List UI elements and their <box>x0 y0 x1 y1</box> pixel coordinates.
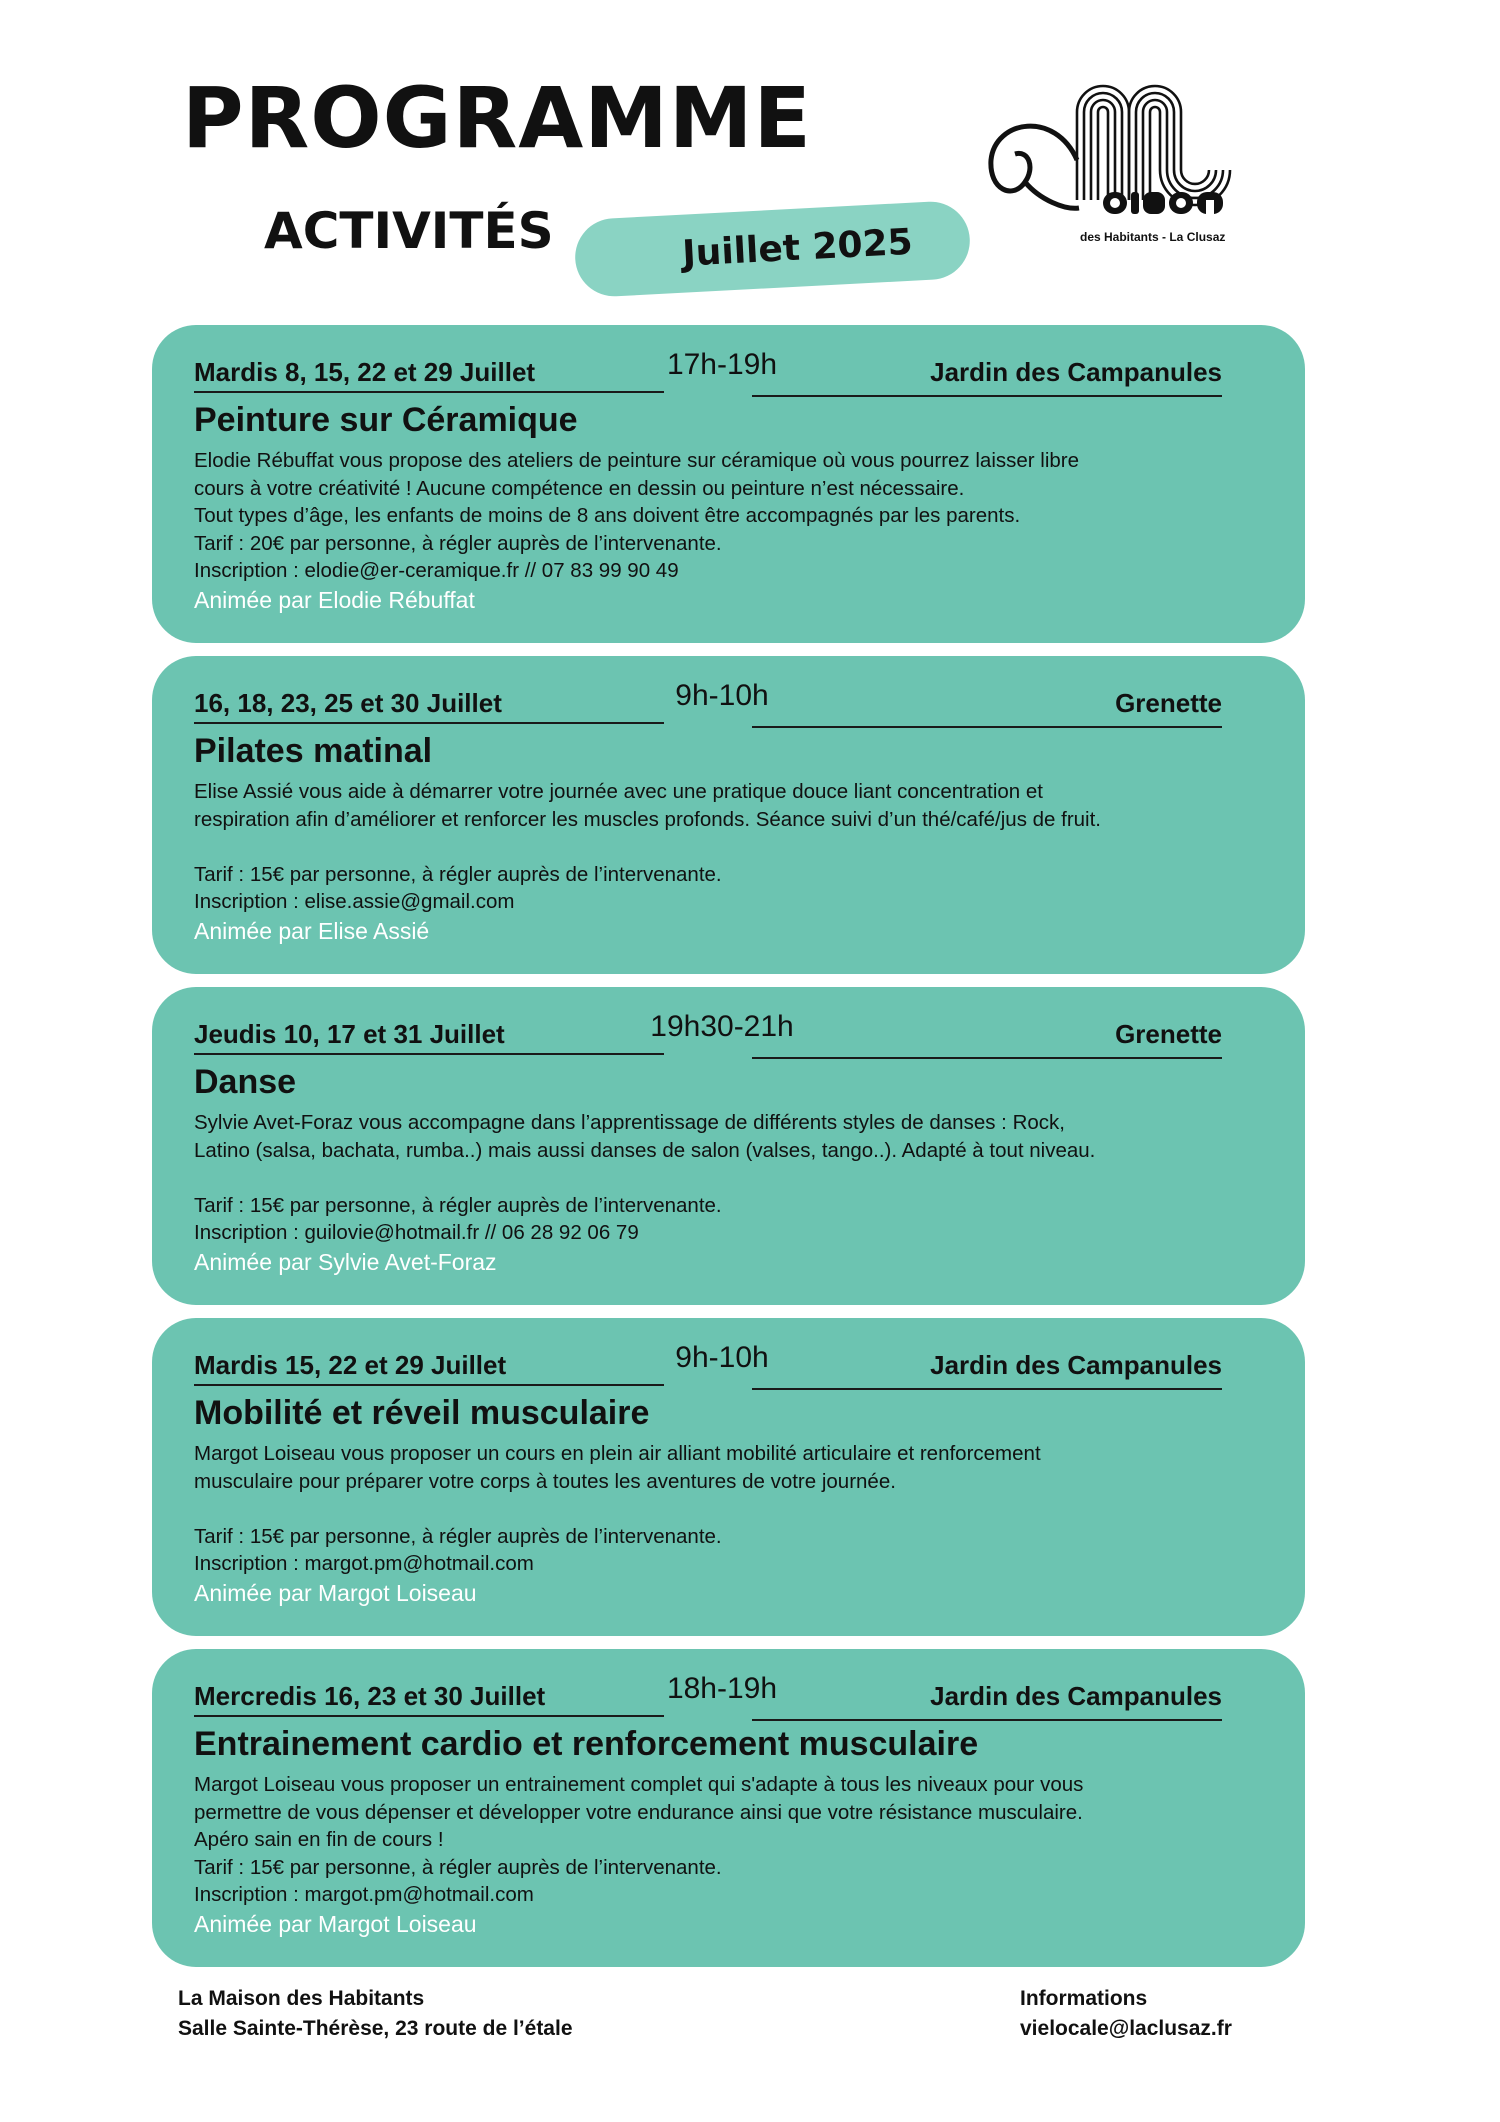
description-line: Apéro sain en fin de cours ! <box>194 1828 444 1852</box>
page-subtitle: ACTIVITÉS <box>264 202 554 260</box>
description-line: Inscription : margot.pm@hotmail.com <box>194 1883 534 1907</box>
activity-name: Peinture sur Céramique <box>194 401 578 439</box>
activity-place: Jardin des Campanules <box>752 1348 1222 1390</box>
maison-logo-icon <box>985 50 1250 250</box>
description-line: Tout types d’âge, les enfants de moins de 8 ans doivent être accompagnés par les parents. <box>194 504 1021 528</box>
organization-address: Salle Sainte-Thérèse, 23 route de l’étale <box>178 2017 573 2040</box>
description-line: Elodie Rébuffat vous propose des ateliers de peinture sur céramique où vous pourrez laisser libre <box>194 449 1080 472</box>
activity-time: 18h-19h <box>666 1672 778 1705</box>
description-line <box>194 833 1279 861</box>
maison-logo <box>985 50 1250 250</box>
activity-description <box>194 1771 1279 1909</box>
activity-dates: 16, 18, 23, 25 et 30 Juillet <box>194 686 664 724</box>
activity-dates: Mardis 15, 22 et 29 Juillet <box>194 1348 664 1386</box>
activity-time: 9h-10h <box>675 1341 769 1374</box>
description-line: Margot Loiseau vous proposer un entrainement complet qui s'adapte à tous les niveaux pour vous <box>194 1773 1084 1796</box>
activity-dates: Mercredis 16, 23 et 30 Juillet <box>194 1679 664 1717</box>
activity-host: Animée par Margot Loiseau <box>194 1580 477 1606</box>
logo-caption: des Habitants - La Clusaz <box>1080 230 1226 244</box>
activity-description <box>194 1440 1279 1578</box>
description-line: permettre de vous dépenser et développer votre endurance ainsi que votre résistance musculaire. <box>194 1800 1083 1824</box>
description-line: Latino (salsa, bachata, rumba..) mais aussi danses de salon (valses, tango..). Adapté à tout niveau. <box>194 1138 1096 1162</box>
info-email[interactable]: vielocale@laclusaz.fr <box>1020 2017 1232 2040</box>
activity-card <box>152 325 1305 643</box>
footer-contact <box>1020 1984 1232 2044</box>
activity-description <box>194 1109 1279 1247</box>
description-line: respiration afin d’améliorer et renforcer les muscles profonds. Séance suivi d’un thé/café/jus de fruit. <box>194 807 1102 831</box>
activity-name: Pilates matinal <box>194 732 433 770</box>
activity-card <box>152 1649 1305 1967</box>
description-line: Tarif : 15€ par personne, à régler auprès de l’intervenante. <box>194 1193 722 1217</box>
activity-host: Animée par Elodie Rébuffat <box>194 587 475 613</box>
activity-host: Animée par Sylvie Avet-Foraz <box>194 1249 497 1275</box>
organization-name: La Maison des Habitants <box>178 1987 425 2010</box>
activity-host: Animée par Elise Assié <box>194 918 430 944</box>
activity-description <box>194 778 1279 916</box>
activity-time: 19h30-21h <box>650 1010 794 1043</box>
description-line: Inscription : guilovie@hotmail.fr // 06 28 92 06 79 <box>194 1221 639 1245</box>
description-line: Inscription : margot.pm@hotmail.com <box>194 1552 534 1576</box>
description-line: Inscription : elise.assie@gmail.com <box>194 890 515 914</box>
activity-time: 9h-10h <box>675 679 769 712</box>
activity-dates: Jeudis 10, 17 et 31 Juillet <box>194 1017 664 1055</box>
activity-name: Danse <box>194 1063 297 1101</box>
activity-place: Jardin des Campanules <box>752 355 1222 397</box>
page-title: PROGRAMME <box>182 69 812 167</box>
month-label: Juillet 2025 <box>681 221 914 275</box>
activity-name: Entrainement cardio et renforcement musculaire <box>194 1725 979 1763</box>
info-label: Informations <box>1020 1987 1148 2010</box>
description-line: Tarif : 15€ par personne, à régler auprès de l’intervenante. <box>194 862 722 886</box>
description-line: Tarif : 20€ par personne, à régler auprès de l’intervenante. <box>194 531 722 555</box>
month-badge <box>573 200 972 299</box>
description-line: Margot Loiseau vous proposer un cours en plein air alliant mobilité articulaire et renforcement <box>194 1442 1041 1465</box>
description-line: Inscription : elodie@er-ceramique.fr // 07 83 99 90 49 <box>194 559 679 583</box>
description-line <box>194 1164 1279 1192</box>
activity-place: Grenette <box>752 686 1222 728</box>
description-line: Tarif : 15€ par personne, à régler auprès de l’intervenante. <box>194 1524 722 1548</box>
description-line: Elise Assié vous aide à démarrer votre journée avec une pratique douce liant concentration et <box>194 780 1043 803</box>
activity-dates: Mardis 8, 15, 22 et 29 Juillet <box>194 355 664 393</box>
activity-place: Grenette <box>752 1017 1222 1059</box>
description-line: Sylvie Avet-Foraz vous accompagne dans l’apprentissage de différents styles de danses : Rock, <box>194 1111 1065 1134</box>
activity-card <box>152 656 1305 974</box>
activity-name: Mobilité et réveil musculaire <box>194 1394 650 1432</box>
activity-card <box>152 987 1305 1305</box>
description-line <box>194 1495 1279 1523</box>
activity-card <box>152 1318 1305 1636</box>
activity-time: 17h-19h <box>666 348 778 381</box>
description-line: Tarif : 15€ par personne, à régler auprès de l’intervenante. <box>194 1855 722 1879</box>
activity-description <box>194 447 1279 585</box>
description-line: musculaire pour préparer votre corps à toutes les aventures de votre journée. <box>194 1469 896 1493</box>
description-line: cours à votre créativité ! Aucune compétence en dessin ou peinture n’est nécessaire. <box>194 476 965 500</box>
footer-organization <box>178 1984 573 2044</box>
activity-place: Jardin des Campanules <box>752 1679 1222 1721</box>
activity-host: Animée par Margot Loiseau <box>194 1911 477 1937</box>
